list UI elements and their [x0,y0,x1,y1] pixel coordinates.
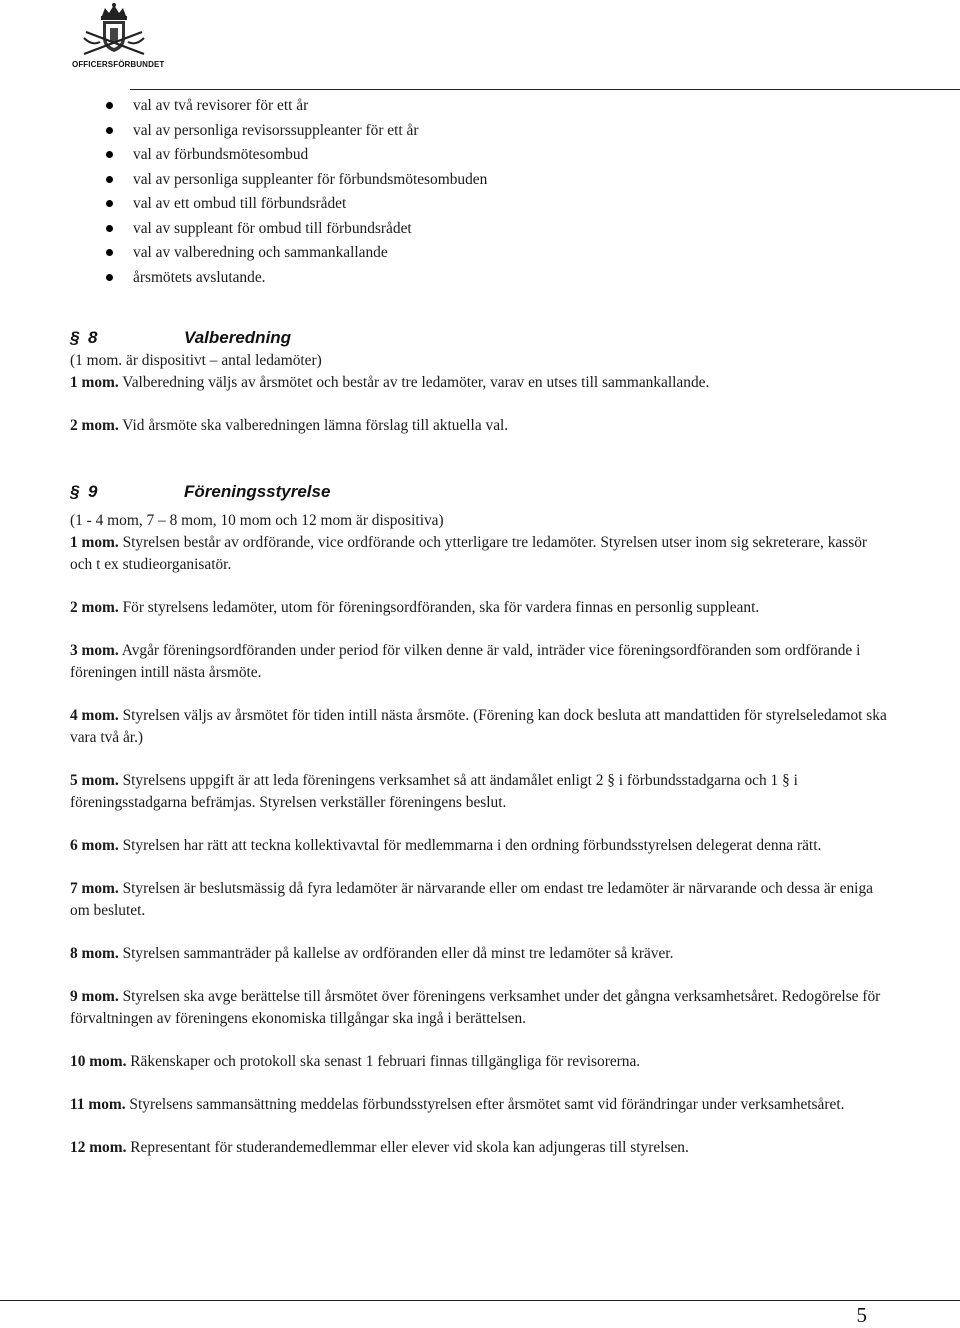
list-item: val av personliga suppleanter för förbundsmötesombuden [70,169,890,194]
list-item: val av två revisorer för ett år [70,95,890,120]
section-8-note: (1 mom. är dispositivt – antal ledamöter) [70,352,322,369]
section-8-paragraph-2: 2 mom. Vid årsmöte ska valberedningen lämna förslag till aktuella val. [70,417,509,434]
section-9-paragraph-12: 12 mom. Representant för studerandemedlemmar eller elever vid skola kan adjungeras till styrelsen. [70,1139,689,1156]
section-number: 9 [88,482,98,501]
list-item: val av suppleant för ombud till förbundsrådet [70,218,890,243]
section-title: Föreningsstyrelse [184,482,331,501]
bullet-icon [106,249,113,256]
crest-icon [72,2,156,60]
section-9-paragraph-2: 2 mom. För styrelsens ledamöter, utom för föreningsordföranden, ska för vardera finnas en personlig suppleant. [70,599,760,616]
bullet-icon [106,200,113,207]
logo-wordmark: OFFICERSFÖRBUNDET [72,60,165,69]
page-number: 5 [856,1303,867,1327]
list-item: val av personliga revisorssuppleanter för ett år [70,120,890,145]
section-title: Valberedning [184,328,292,347]
section-sign: § [607,772,615,789]
section-sign: § [70,482,80,501]
bullet-icon [106,102,113,109]
section-9-paragraph-1: 1 mom. Styrelsen består av ordförande, vice ordförande och ytterligare tre ledamöter. Styrelsen utser inom sig sekreterare, kassör och t ex studieorganisatör. [70,534,868,573]
document-body [70,95,890,1159]
section-9-paragraph-10: 10 mom. Räkenskaper och protokoll ska senast 1 februari finnas tillgängliga för revisorerna. [70,1053,641,1070]
section-9-note: (1 - 4 mom, 7 – 8 mom, 10 mom och 12 mom är dispositiva) [70,512,444,529]
section-9-paragraph-11: 11 mom. Styrelsens sammansättning meddelas förbundsstyrelsen efter årsmötet samt vid förändringar under verksamhetsåret. [70,1096,845,1113]
section-number: 8 [88,328,98,347]
section-9-paragraph-7: 7 mom. Styrelsen är beslutsmässig då fyra ledamöter är närvarande eller om endast tre ledamöter är närvarande och dessa är eniga om beslutet. [70,880,873,919]
agenda-list [70,95,890,291]
section-9-paragraph-3: 3 mom. Avgår föreningsordföranden under period för vilken denne är vald, inträder vice föreningsordföranden som ordförande i föreningen intill nästa årsmöte. [70,642,861,681]
bullet-icon [106,151,113,158]
section-8-heading [70,326,890,350]
footer-rule [0,1300,960,1301]
section-sign: § [782,772,790,789]
list-item: årsmötets avslutande. [70,267,890,292]
officersforbundet-logo [72,2,165,70]
section-9-paragraph-9: 9 mom. Styrelsen ska avge berättelse till årsmötet över föreningens verksamhet under det gångna verksamhetsåret. Redogörelse för förvaltningen av föreningens ekonomiska tillgångar ska ingå i berättelsen. [70,988,881,1027]
bullet-icon [106,176,113,183]
section-9-paragraph-6: 6 mom. Styrelsen har rätt att teckna kollektivavtal för medlemmarna i den ordning förbundsstyrelsen delegerat denna rätt. [70,837,822,854]
bullet-icon [106,274,113,281]
list-item: val av ett ombud till förbundsrådet [70,193,890,218]
list-item: val av valberedning och sammankallande [70,242,890,267]
section-9-paragraph-4: 4 mom. Styrelsen väljs av årsmötet för tiden intill nästa årsmöte. (Förening kan dock besluta att mandattiden för styrelseledamot ska vara två år.) [70,707,887,746]
section-9-heading [70,480,890,504]
header-rule [130,89,960,90]
section-sign: § [70,328,80,347]
section-8-paragraph-1: 1 mom. Valberedning väljs av årsmötet och består av tre ledamöter, varav en utses till sammankallande. [70,374,710,391]
list-item: val av förbundsmötesombud [70,144,890,169]
bullet-icon [106,127,113,134]
section-9-paragraph-8: 8 mom. Styrelsen sammanträder på kallelse av ordföranden eller då minst tre ledamöter så kräver. [70,945,674,962]
section-9-paragraph-5: 5 mom. Styrelsens uppgift är att leda föreningens verksamhet så att ändamålet enligt 2 § i förbundsstadgarna och 1 § i föreningsstadgarna befrämjas. Styrelsen verkställer föreningens beslut. [70,772,798,811]
bullet-icon [106,225,113,232]
